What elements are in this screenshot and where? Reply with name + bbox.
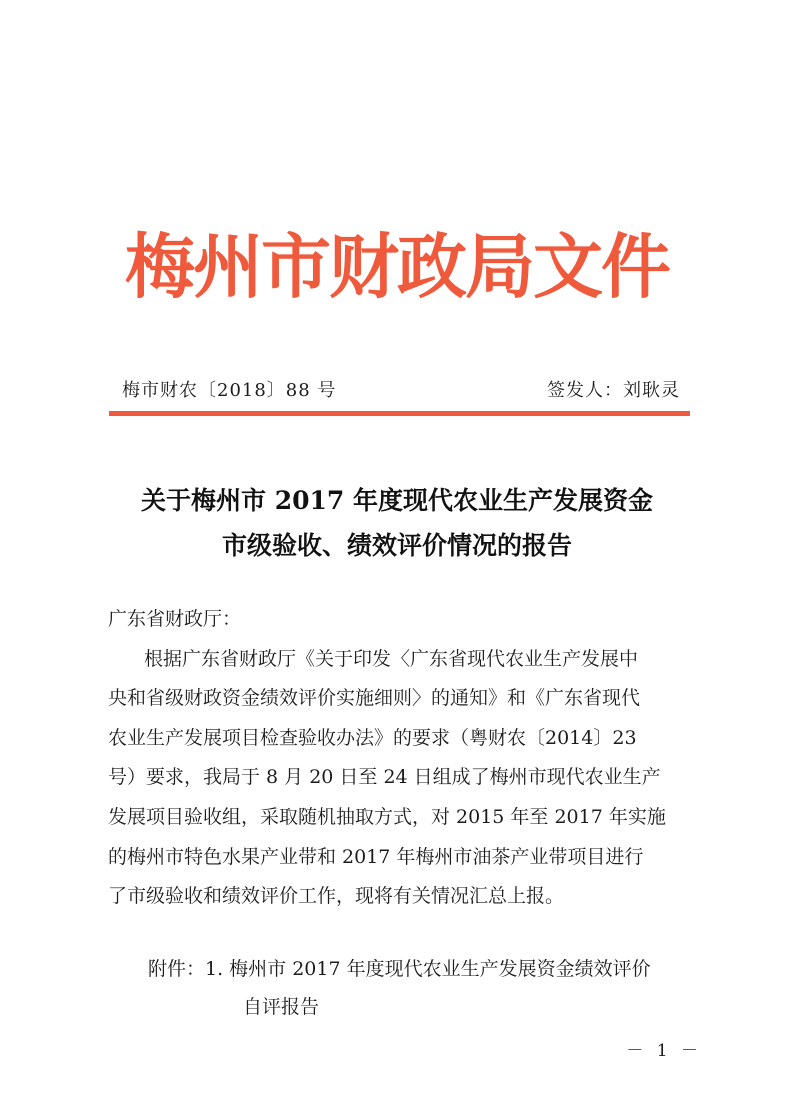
report-title [90, 478, 704, 568]
body-line: 农业生产发展项目检查验收办法》的要求（粤财农〔2014〕23 [108, 726, 637, 749]
body-line: 发展项目验收组，采取随机抽取方式，对 2015 年至 2017 年实施 [108, 805, 666, 828]
body-line: 号）要求，我局于 8 月 20 日至 24 日组成了梅州市现代农业生产 [108, 766, 661, 789]
signer: 签发人：刘耿灵 [547, 380, 680, 401]
document-number: 梅市财农〔2018〕88 号 [122, 380, 337, 401]
page-number: － 1 － [626, 1041, 702, 1061]
attachments [148, 950, 651, 1026]
title-line-2: 市级验收、绩效评价情况的报告 [221, 531, 572, 560]
attachment-line-2: 自评报告 [243, 996, 320, 1018]
title-line-1: 关于梅州市 2017 年度现代农业生产发展资金 [141, 486, 653, 515]
body-line: 央和省级财政资金绩效评价实施细则〉的通知》和《广东省现代 [108, 687, 641, 710]
report-body [108, 600, 700, 917]
body-line: 了市级验收和绩效评价工作，现将有关情况汇总上报。 [108, 885, 565, 908]
attachment-line-1: 附件：1. 梅州市 2017 年度现代农业生产发展资金绩效评价 [148, 958, 651, 980]
header-divider [109, 411, 690, 416]
document-masthead: 梅州市财政局文件 [125, 225, 669, 308]
body-line: 的梅州市特色水果产业带和 2017 年梅州市油茶产业带项目进行 [108, 845, 644, 868]
body-line: 根据广东省财政厅《关于印发〈广东省现代农业生产发展中 [144, 647, 639, 670]
salutation: 广东省财政厅： [108, 608, 242, 630]
